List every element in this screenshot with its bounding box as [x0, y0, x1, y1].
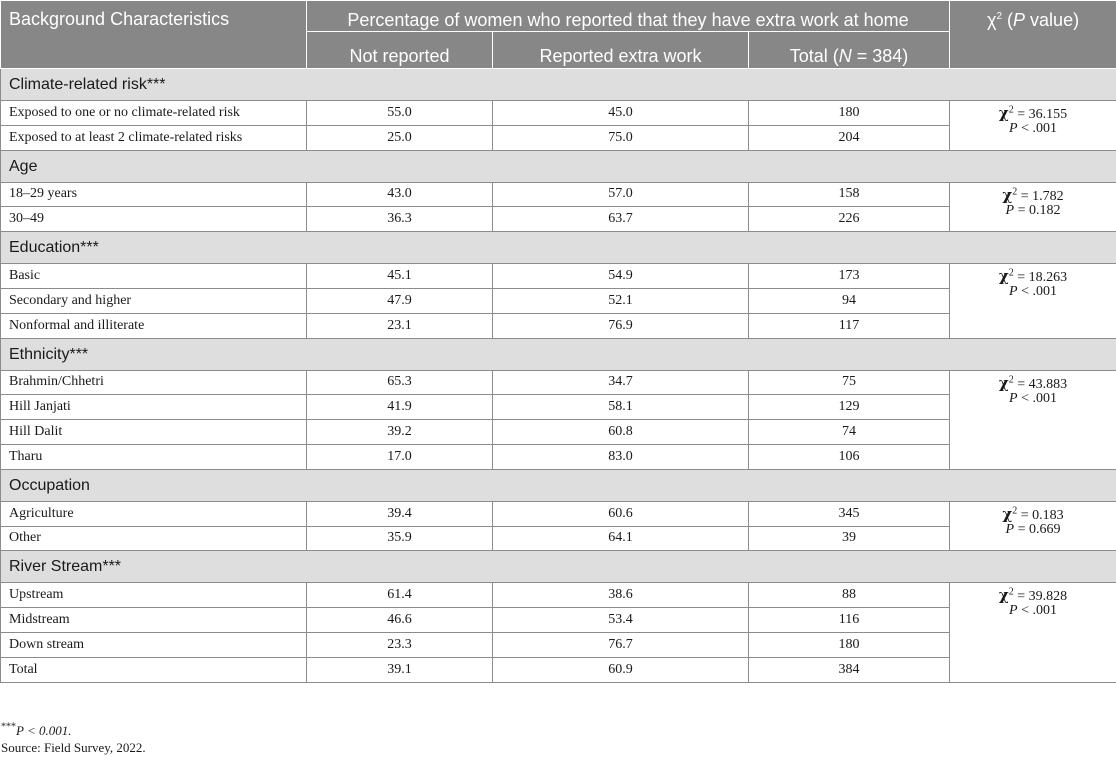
stat-p-value: = 0.669 [1017, 521, 1061, 537]
total-prefix: Total ( [789, 46, 839, 66]
row-label: Exposed to one or no climate-related risk [1, 101, 307, 126]
chi-square-stat [950, 583, 1116, 682]
cell-reported-extra-work: 45.0 [493, 101, 749, 126]
table-row [1, 101, 1116, 126]
table-row [1, 313, 1116, 338]
table-row [1, 370, 1116, 395]
stat-chi-sup: 2 [1012, 505, 1018, 517]
table-row [1, 583, 1116, 608]
table-row [1, 395, 1116, 420]
stat-chi-symbol: χ [998, 373, 1009, 392]
chi-square-stat [950, 501, 1116, 551]
stat-p-value: < .001 [1021, 121, 1058, 136]
cell-total: 180 [749, 101, 950, 126]
row-label: Down stream [1, 632, 307, 657]
stat-chi-value: = 36.155 [1017, 107, 1068, 122]
cell-total: 173 [749, 264, 950, 289]
stat-p-value: < .001 [1021, 603, 1058, 619]
section-title: Climate-related risk*** [1, 69, 1116, 101]
cell-total: 88 [749, 583, 950, 608]
stat-p-label: P [1009, 390, 1018, 406]
header-total [749, 32, 950, 69]
cell-reported-extra-work: 60.8 [493, 420, 749, 445]
chi-p-label: P [1013, 10, 1026, 30]
cell-total: 116 [749, 608, 950, 633]
chi-open-paren: ( [1007, 10, 1014, 30]
row-label: 30–49 [1, 207, 307, 232]
section-title: River Stream*** [1, 551, 1116, 583]
chi-superscript: 2 [996, 11, 1002, 22]
table-row [1, 444, 1116, 469]
stat-p-value: < .001 [1021, 284, 1058, 300]
cell-not-reported: 25.0 [307, 125, 493, 150]
row-label: 18–29 years [1, 182, 307, 207]
cell-total: 94 [749, 288, 950, 313]
cell-total: 204 [749, 125, 950, 150]
stat-chi-sup: 2 [1008, 267, 1014, 279]
table-header [1, 1, 1116, 69]
cell-not-reported: 39.1 [307, 657, 493, 682]
stat-chi-value: = 39.828 [1017, 589, 1068, 605]
significance-footnote [1, 723, 71, 739]
cell-not-reported: 46.6 [307, 608, 493, 633]
cell-total: 345 [749, 501, 950, 526]
total-suffix: = 384) [856, 46, 909, 66]
stat-chi-symbol: χ [998, 586, 1009, 605]
chi-square-stat [950, 101, 1116, 151]
cell-reported-extra-work: 38.6 [493, 583, 749, 608]
header-background-characteristics: Background Characteristics [1, 1, 307, 69]
cell-not-reported: 43.0 [307, 182, 493, 207]
cell-reported-extra-work: 75.0 [493, 125, 749, 150]
cell-reported-extra-work: 34.7 [493, 370, 749, 395]
cell-not-reported: 23.3 [307, 632, 493, 657]
row-label: Total [1, 657, 307, 682]
cell-total: 74 [749, 420, 950, 445]
stat-chi-symbol: χ [998, 267, 1009, 286]
cell-not-reported: 39.4 [307, 501, 493, 526]
table-row [1, 608, 1116, 633]
sig-stars: *** [1, 721, 16, 733]
cell-total: 75 [749, 370, 950, 395]
header-chi-square [950, 1, 1116, 69]
stat-chi-symbol: χ [1002, 504, 1013, 523]
chi-close: value) [1030, 10, 1080, 30]
stat-p-label: P [1009, 121, 1018, 136]
cell-reported-extra-work: 52.1 [493, 288, 749, 313]
header-percentage: Percentage of women who reported that they have extra work at home [307, 1, 950, 32]
stat-chi-sup: 2 [1012, 185, 1018, 197]
cell-not-reported: 65.3 [307, 370, 493, 395]
stat-chi-symbol: χ [998, 104, 1009, 122]
section-title: Age [1, 150, 1116, 182]
section-header-row [1, 232, 1116, 264]
cell-not-reported: 35.9 [307, 526, 493, 551]
chi-square-stat [950, 182, 1116, 232]
table-row [1, 264, 1116, 289]
cell-not-reported: 45.1 [307, 264, 493, 289]
stat-p-label: P [1005, 202, 1015, 218]
table-row [1, 288, 1116, 313]
stat-p-label: P [1009, 603, 1018, 619]
section-title: Education*** [1, 232, 1116, 264]
table-row [1, 182, 1116, 207]
stat-chi-sup: 2 [1008, 373, 1014, 385]
row-label: Tharu [1, 444, 307, 469]
table-row [1, 632, 1116, 657]
table-row [1, 526, 1116, 551]
sig-text: P < 0.001. [16, 723, 72, 738]
cell-reported-extra-work: 64.1 [493, 526, 749, 551]
table-body [1, 69, 1116, 683]
cell-reported-extra-work: 63.7 [493, 207, 749, 232]
stat-p-label: P [1005, 521, 1015, 537]
cell-total: 106 [749, 444, 950, 469]
table-row [1, 207, 1116, 232]
stat-chi-value: = 18.263 [1017, 270, 1068, 286]
cell-total: 129 [749, 395, 950, 420]
cell-not-reported: 17.0 [307, 444, 493, 469]
cell-reported-extra-work: 57.0 [493, 182, 749, 207]
section-header-row [1, 150, 1116, 182]
section-title: Occupation [1, 469, 1116, 501]
table-row [1, 657, 1116, 682]
row-label: Basic [1, 264, 307, 289]
row-label: Midstream [1, 608, 307, 633]
header-not-reported: Not reported [307, 32, 493, 69]
cell-not-reported: 55.0 [307, 101, 493, 126]
row-label: Brahmin/Chhetri [1, 370, 307, 395]
row-label: Exposed to at least 2 climate-related risks [1, 125, 307, 150]
cell-total: 158 [749, 182, 950, 207]
stat-chi-value: = 1.782 [1020, 188, 1064, 204]
section-title: Ethnicity*** [1, 338, 1116, 370]
cell-not-reported: 41.9 [307, 395, 493, 420]
chi-symbol: χ [986, 10, 997, 30]
stat-chi-value: = 43.883 [1017, 376, 1068, 392]
source-footnote: Source: Field Survey, 2022. [1, 740, 146, 755]
total-n: N [838, 46, 852, 66]
cell-total: 384 [749, 657, 950, 682]
cell-total: 180 [749, 632, 950, 657]
stat-p-value: = 0.182 [1017, 202, 1061, 218]
section-header-row [1, 69, 1116, 101]
row-label: Hill Janjati [1, 395, 307, 420]
header-reported-extra-work: Reported extra work [493, 32, 749, 69]
row-label: Nonformal and illiterate [1, 313, 307, 338]
chi-square-stat [950, 264, 1116, 338]
cell-reported-extra-work: 76.9 [493, 313, 749, 338]
cell-total: 226 [749, 207, 950, 232]
stat-p-label: P [1009, 284, 1018, 300]
stat-chi-sup: 2 [1008, 104, 1014, 116]
table-row [1, 420, 1116, 445]
cell-reported-extra-work: 76.7 [493, 632, 749, 657]
cell-total: 39 [749, 526, 950, 551]
row-label: Agriculture [1, 501, 307, 526]
cell-not-reported: 36.3 [307, 207, 493, 232]
cell-reported-extra-work: 83.0 [493, 444, 749, 469]
row-label: Secondary and higher [1, 288, 307, 313]
cell-reported-extra-work: 58.1 [493, 395, 749, 420]
chi-square-stat [950, 370, 1116, 469]
row-label: Hill Dalit [1, 420, 307, 445]
cell-reported-extra-work: 60.6 [493, 501, 749, 526]
cell-not-reported: 61.4 [307, 583, 493, 608]
section-header-row [1, 338, 1116, 370]
stat-chi-symbol: χ [1002, 185, 1013, 204]
row-label: Upstream [1, 583, 307, 608]
table-row [1, 501, 1116, 526]
cell-not-reported: 23.1 [307, 313, 493, 338]
cell-total: 117 [749, 313, 950, 338]
cell-not-reported: 39.2 [307, 420, 493, 445]
section-header-row [1, 551, 1116, 583]
row-label: Other [1, 526, 307, 551]
cell-reported-extra-work: 53.4 [493, 608, 749, 633]
section-header-row [1, 469, 1116, 501]
cell-reported-extra-work: 54.9 [493, 264, 749, 289]
stat-chi-sup: 2 [1008, 586, 1014, 598]
cell-reported-extra-work: 60.9 [493, 657, 749, 682]
table-row [1, 125, 1116, 150]
stat-chi-value: = 0.183 [1020, 507, 1064, 523]
stat-p-value: < .001 [1021, 390, 1058, 406]
cell-not-reported: 47.9 [307, 288, 493, 313]
